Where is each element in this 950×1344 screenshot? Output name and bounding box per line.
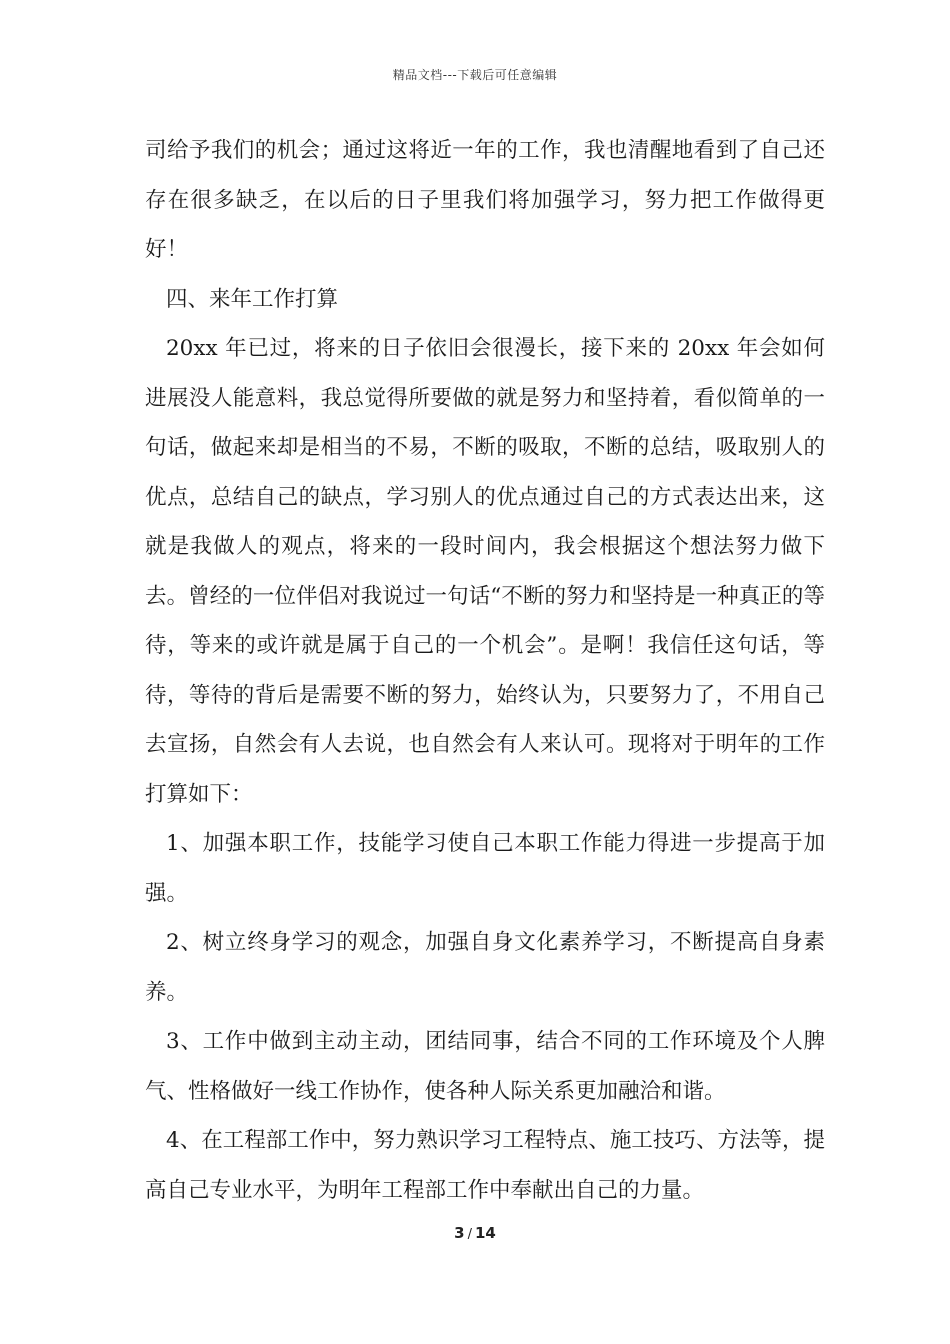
list-item-2: 2、树立终身学习的观念，加强自身文化素养学习，不断提高自身素养。 [145, 930, 825, 1005]
page-header: 精品文档---下载后可任意编辑 [392, 68, 558, 82]
total-pages: 14 [474, 1224, 496, 1242]
current-page: 3 [454, 1224, 465, 1242]
paragraph-continuation: 司给予我们的机会；通过这将近一年的工作，我也清醒地看到了自己还存在很多缺乏，在以后的日子里我们将加强学习，努力把工作做得更好！ [145, 138, 825, 262]
page-separator: / [467, 1227, 472, 1242]
section-heading: 四、来年工作打算 [166, 286, 339, 312]
page-number [0, 1224, 950, 1242]
document-body [145, 126, 825, 1215]
list-item-3: 3、工作中做到主动主动，团结同事，结合不同的工作环境及个人脾气、性格做好一线工作协作，使各种人际关系更加融洽和谐。 [145, 1029, 825, 1104]
list-item-1: 1、加强本职工作，技能学习使自己本职工作能力得进一步提高于加强。 [145, 831, 825, 906]
list-item-4: 4、在工程部工作中，努力熟识学习工程特点、施工技巧、方法等，提高自己专业水平，为明年工程部工作中奉献出自己的力量。 [145, 1128, 825, 1203]
paragraph: 20xx 年已过，将来的日子依旧会很漫长，接下来的 20xx 年会如何进展没人能意料，我总觉得所要做的就是努力和坚持着，看似简单的一句话，做起来却是相当的不易，不断的吸取，不断的总结，吸取别人的优点，总结自己的缺点，学习别人的优点通过自己的方式表达出来，这就是我做人的观点，将来的一段时间内，我会根据这个想法努力做下去。曾经的一位伴侣对我说过一句话“不断的努力和坚持是一种真正的等待，等来的或许就是属于自己的一个机会”。是啊！我信任这句话，等待，等待的背后是需要不断的努力，始终认为，只要努力了，不用自己去宣扬，自然会有人去说，也自然会有人来认可。现将对于明年的工作打算如下： [145, 336, 825, 807]
